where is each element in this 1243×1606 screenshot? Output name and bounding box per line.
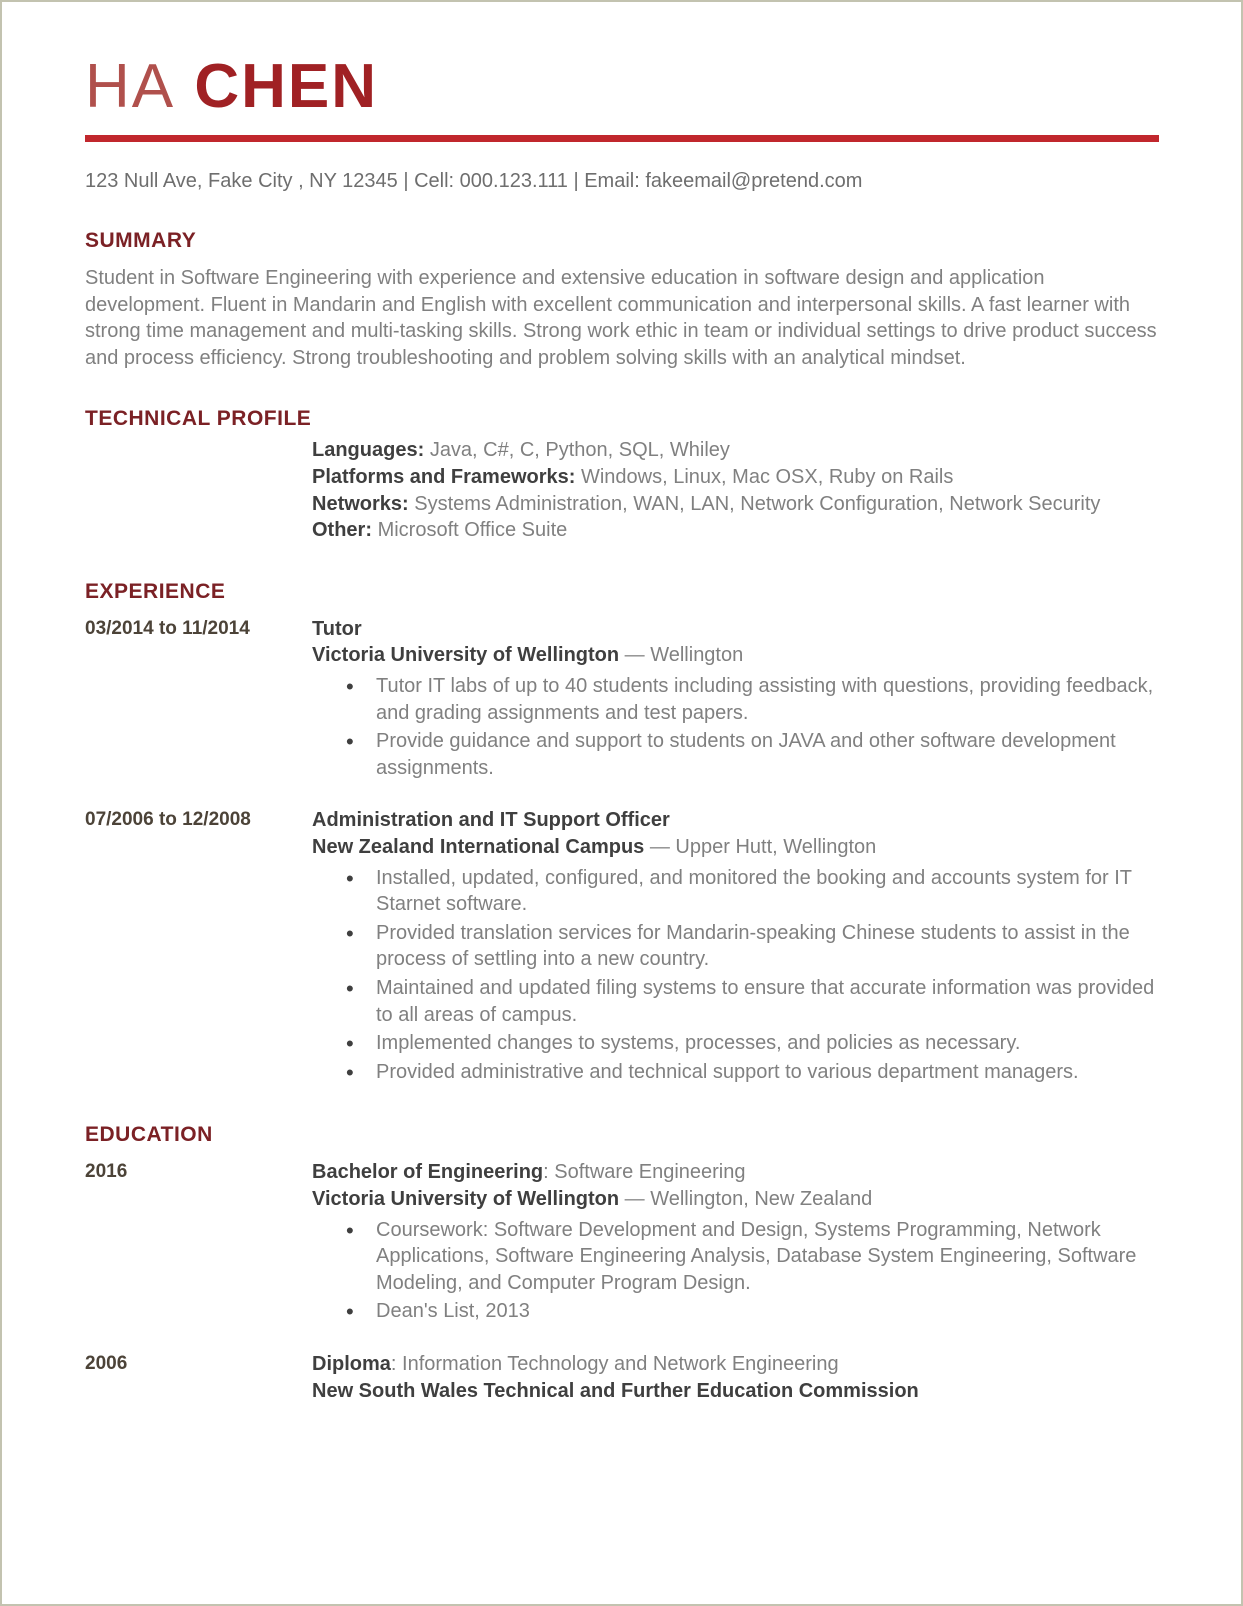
- job-details: [312, 616, 1159, 784]
- employer-name: Victoria University of Wellington: [312, 644, 620, 667]
- education-entry: [85, 1159, 1159, 1327]
- employer-separator: —: [624, 644, 645, 667]
- school-line: [312, 1378, 1159, 1405]
- education-bullets: [312, 1217, 1159, 1325]
- tech-value: Java, C#, C, Python, SQL, Whiley: [429, 439, 730, 462]
- tech-label: Platforms and Frameworks:: [312, 466, 576, 489]
- degree-name: Bachelor of Engineering: [312, 1161, 544, 1184]
- degree-field: : Information Technology and Network Engineering: [390, 1352, 839, 1375]
- job-dates: 07/2006 to 12/2008: [85, 809, 251, 831]
- technical-profile-block: [312, 437, 1159, 543]
- candidate-first-name: HA: [85, 52, 176, 121]
- job-location: Upper Hutt, Wellington: [675, 836, 877, 858]
- bullet-item: • Implemented changes to systems, processes, and policies as necessary.: [312, 1030, 1159, 1057]
- job-bullets: [312, 865, 1159, 1086]
- degree-line: [312, 1159, 1159, 1186]
- school-name: New South Wales Technical and Further Education Commission: [312, 1379, 919, 1402]
- bullet-item: • Coursework: Software Development and Design, Systems Programming, Network Applications, Software Engineering Analysis, Database System Engineering, Software Modeling, and Computer Program Design.: [312, 1217, 1159, 1297]
- summary-heading: SUMMARY: [85, 229, 197, 253]
- tech-line-networks: [312, 491, 1159, 518]
- education-heading: EDUCATION: [85, 1123, 213, 1147]
- job-details: [312, 807, 1159, 1087]
- employer-separator: —: [649, 836, 670, 858]
- degree-line: [312, 1351, 1159, 1378]
- bullet-item: • Provided administrative and technical support to various department managers.: [312, 1059, 1159, 1086]
- employer-line: [312, 834, 1159, 861]
- tech-value: Systems Administration, WAN, LAN, Network Configuration, Network Security: [414, 492, 1101, 515]
- education-details: [312, 1351, 1159, 1404]
- contact-line: 123 Null Ave, Fake City , NY 12345 | Cell: 000.123.111 | Email: fakeemail@pretend.com: [85, 170, 863, 193]
- bullet-item: • Tutor IT labs of up to 40 students including assisting with questions, providing feedback, and grading assignments and test papers.: [312, 673, 1159, 726]
- degree-field: : Software Engineering: [543, 1161, 746, 1184]
- bullet-item: • Dean's List, 2013: [312, 1298, 1159, 1325]
- bullet-item: • Provide guidance and support to students on JAVA and other software development assignments.: [312, 728, 1159, 781]
- education-year: 2016: [85, 1161, 128, 1183]
- summary-text: Student in Software Engineering with experience and extensive education in software design and application development. Fluent in Mandarin and English with excellent communication and interpersonal skills. A fast learner with strong time management and multi-tasking skills. Strong work ethic in team or individual settings to drive product success and process efficiency. Strong troubleshooting and problem solving skills with an analytical mindset.: [85, 267, 1157, 369]
- tech-label: Networks:: [312, 492, 409, 515]
- experience-entry: [85, 616, 1159, 784]
- tech-line-other: [312, 517, 1159, 544]
- header-double-rule: [85, 135, 1159, 142]
- degree-name: Diploma: [312, 1352, 391, 1375]
- tech-value: Microsoft Office Suite: [377, 519, 568, 542]
- bullet-item: • Installed, updated, configured, and monitored the booking and accounts system for IT Starnet software.: [312, 865, 1159, 918]
- job-dates: 03/2014 to 11/2014: [85, 617, 250, 639]
- tech-value: Windows, Linux, Mac OSX, Ruby on Rails: [580, 466, 954, 489]
- candidate-name: [85, 54, 1159, 119]
- tech-label: Other:: [312, 519, 372, 542]
- employer-line: [312, 642, 1159, 669]
- tech-line-platforms: [312, 464, 1159, 491]
- education-details: [312, 1159, 1159, 1327]
- technical-profile-heading: TECHNICAL PROFILE: [85, 407, 312, 431]
- employer-name: New Zealand International Campus: [312, 836, 645, 858]
- school-name: Victoria University of Wellington: [312, 1187, 620, 1210]
- bullet-item: • Maintained and updated filing systems to ensure that accurate information was provided to all areas of campus.: [312, 975, 1159, 1028]
- school-line: [312, 1186, 1159, 1213]
- tech-line-languages: [312, 437, 1159, 464]
- job-title: Administration and IT Support Officer: [312, 809, 670, 832]
- candidate-last-name: CHEN: [194, 52, 379, 121]
- job-title: Tutor: [312, 617, 362, 640]
- bullet-item: • Provided translation services for Mandarin-speaking Chinese students to assist in the process of settling into a new country.: [312, 920, 1159, 973]
- education-year: 2006: [85, 1352, 128, 1374]
- tech-label: Languages:: [312, 439, 425, 462]
- education-entry: [85, 1351, 1159, 1404]
- job-location: Wellington: [650, 644, 744, 667]
- experience-entry: [85, 807, 1159, 1087]
- job-bullets: [312, 673, 1159, 781]
- school-location: Wellington, New Zealand: [650, 1187, 873, 1210]
- experience-heading: EXPERIENCE: [85, 579, 226, 603]
- school-separator: —: [624, 1187, 645, 1210]
